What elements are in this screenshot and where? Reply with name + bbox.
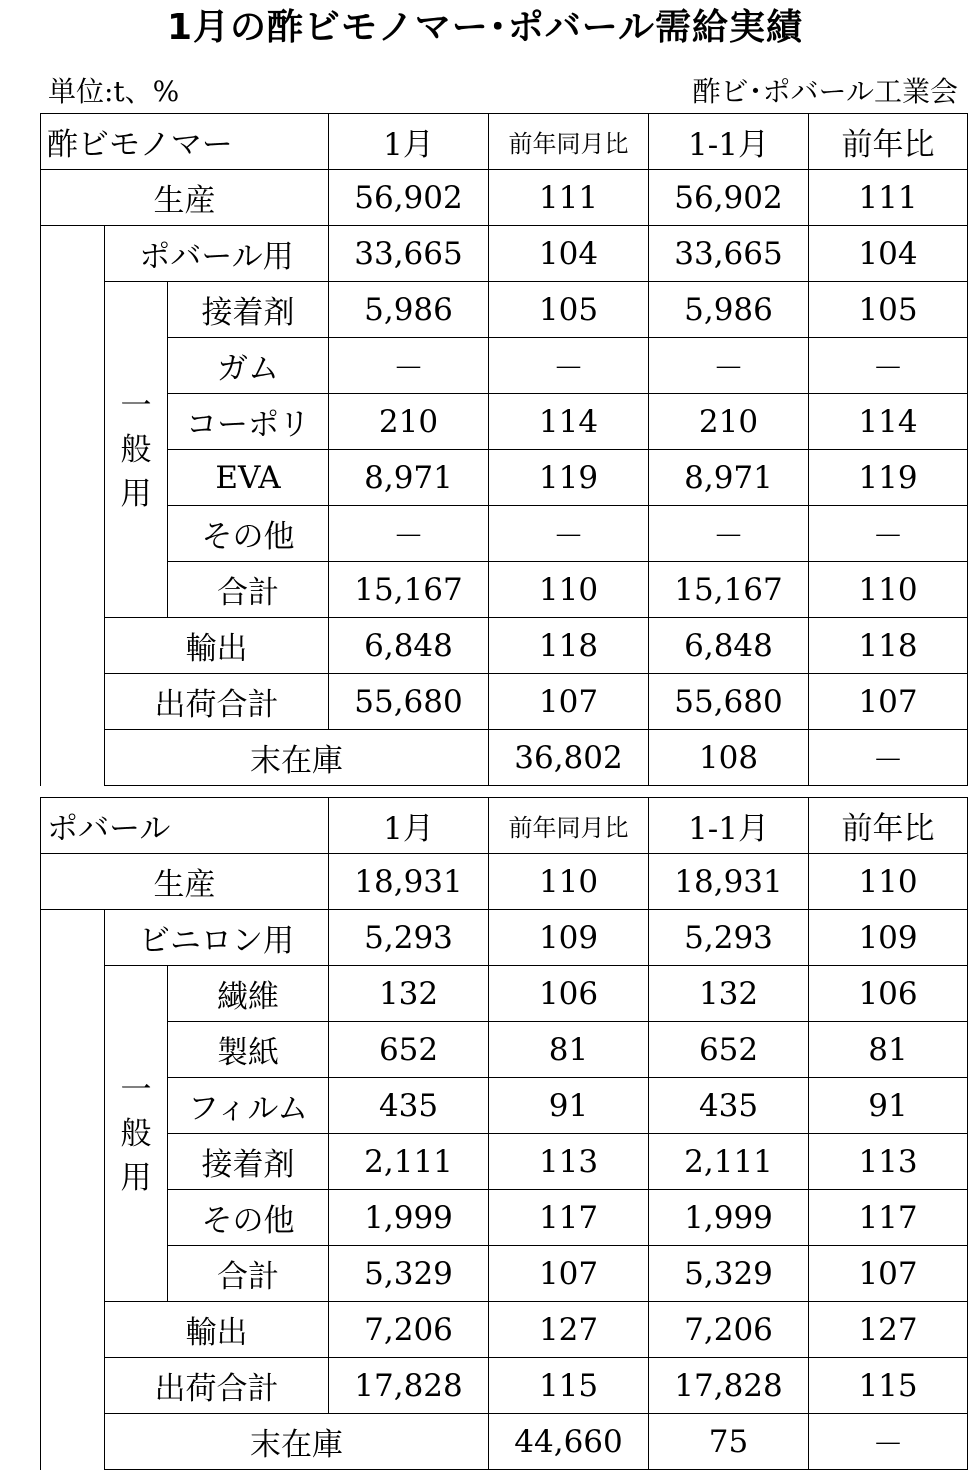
cell-yoy: 104 (809, 226, 968, 282)
cell-yoy: 110 (809, 562, 968, 618)
table-name: ポバール (41, 798, 329, 854)
cell-yoy: 115 (809, 1358, 968, 1414)
cell-month: 55,680 (329, 674, 489, 730)
row-label: 出荷合計 (105, 1358, 329, 1414)
indent-cell (41, 910, 105, 1470)
cell-yoy: 114 (809, 394, 968, 450)
general-use-text: 一 般 用 (120, 1071, 152, 1196)
cell-yoy: 110 (809, 854, 968, 910)
table-header-row (41, 798, 968, 854)
row-label: 合計 (168, 562, 329, 618)
cell-yoy: 109 (809, 910, 968, 966)
table-row (41, 282, 968, 338)
cell-cumulative: 1,999 (649, 1190, 809, 1246)
table-row (41, 730, 968, 786)
table-name: 酢ビモノマー (41, 114, 329, 170)
col-header-yoy: 前年比 (809, 114, 968, 170)
cell-month: 6,848 (329, 618, 489, 674)
cell-yoy-month: 110 (489, 854, 649, 910)
source-label: 酢ビ･ポバール工業会 (692, 75, 958, 108)
cell-cumulative: 5,329 (649, 1246, 809, 1302)
cell-cumulative: 17,828 (649, 1358, 809, 1414)
cell-cumulative: 33,665 (649, 226, 809, 282)
pvoh-table (40, 797, 968, 1470)
table-row (41, 1022, 968, 1078)
cell-yoy: － (809, 338, 968, 394)
row-label: 接着剤 (168, 1134, 329, 1190)
cell-yoy-month: 107 (489, 1246, 649, 1302)
cell-yoy: 111 (809, 170, 968, 226)
cell-cumulative: 435 (649, 1078, 809, 1134)
cell-month: 8,971 (329, 450, 489, 506)
row-label: ポバール用 (105, 226, 329, 282)
table-row (41, 1246, 968, 1302)
cell-cumulative: 2,111 (649, 1134, 809, 1190)
cell-month: － (329, 506, 489, 562)
row-label: ガム (168, 338, 329, 394)
cell-yoy-month: 108 (649, 730, 809, 786)
col-header-month: 1月 (329, 114, 489, 170)
table-row (41, 226, 968, 282)
cell-cumulative: 132 (649, 966, 809, 1022)
cell-yoy-month: 119 (489, 450, 649, 506)
general-use-text: 一 般 用 (120, 387, 152, 512)
cell-yoy: 113 (809, 1134, 968, 1190)
cell-yoy: 117 (809, 1190, 968, 1246)
row-label: 生産 (41, 170, 329, 226)
cell-month: 18,931 (329, 854, 489, 910)
cell-yoy: 105 (809, 282, 968, 338)
page-title: 1月の酢ビモノマー･ポバール需給実績 (167, 7, 803, 48)
cell-yoy-month: 118 (489, 618, 649, 674)
cell-yoy-month: 75 (649, 1414, 809, 1470)
row-label: 末在庫 (105, 730, 489, 786)
cell-cumulative: 5,293 (649, 910, 809, 966)
table-row (41, 1078, 968, 1134)
table-row (41, 338, 968, 394)
cell-yoy-month: 91 (489, 1078, 649, 1134)
row-label: EVA (168, 450, 329, 506)
cell-yoy-month: 117 (489, 1190, 649, 1246)
table-row (41, 966, 968, 1022)
col-header-yoy: 前年比 (809, 798, 968, 854)
table-row (41, 1358, 968, 1414)
cell-month: － (329, 338, 489, 394)
row-label: その他 (168, 1190, 329, 1246)
cell-yoy-month: 110 (489, 562, 649, 618)
cell-yoy: 119 (809, 450, 968, 506)
col-header-cumulative: 1-1月 (649, 798, 809, 854)
cell-yoy-month: 114 (489, 394, 649, 450)
row-label: 出荷合計 (105, 674, 329, 730)
table-row (41, 1190, 968, 1246)
cell-month: 44,660 (489, 1414, 649, 1470)
table-row (41, 674, 968, 730)
cell-month: 5,293 (329, 910, 489, 966)
cell-yoy-month: 106 (489, 966, 649, 1022)
cell-yoy-month: 111 (489, 170, 649, 226)
cell-yoy-month: － (489, 506, 649, 562)
unit-label: 単位:t、% (48, 75, 180, 108)
table-row (41, 910, 968, 966)
row-label: 繊維 (168, 966, 329, 1022)
table-row (41, 450, 968, 506)
cell-month: 36,802 (489, 730, 649, 786)
cell-month: 210 (329, 394, 489, 450)
cell-yoy: 81 (809, 1022, 968, 1078)
general-use-label (105, 282, 168, 618)
table-row (41, 506, 968, 562)
indent-cell (41, 226, 105, 786)
cell-yoy-month: 107 (489, 674, 649, 730)
cell-cumulative: 210 (649, 394, 809, 450)
cell-yoy-month: 104 (489, 226, 649, 282)
cell-month: 5,329 (329, 1246, 489, 1302)
row-label: 接着剤 (168, 282, 329, 338)
row-label: 末在庫 (105, 1414, 489, 1470)
cell-cumulative: － (809, 730, 968, 786)
cell-month: 2,111 (329, 1134, 489, 1190)
cell-month: 132 (329, 966, 489, 1022)
cell-yoy: 107 (809, 1246, 968, 1302)
general-use-label (105, 966, 168, 1302)
cell-cumulative: 652 (649, 1022, 809, 1078)
cell-month: 33,665 (329, 226, 489, 282)
cell-yoy-month: 115 (489, 1358, 649, 1414)
cell-cumulative: 6,848 (649, 618, 809, 674)
row-label: 製紙 (168, 1022, 329, 1078)
cell-month: 652 (329, 1022, 489, 1078)
cell-month: 1,999 (329, 1190, 489, 1246)
vam-table (40, 113, 968, 786)
table-row (41, 170, 968, 226)
cell-yoy-month: 109 (489, 910, 649, 966)
cell-yoy-month: 113 (489, 1134, 649, 1190)
cell-yoy: 118 (809, 618, 968, 674)
row-label: 輸出 (105, 1302, 329, 1358)
cell-cumulative: － (809, 1414, 968, 1470)
cell-cumulative: 56,902 (649, 170, 809, 226)
col-header-cumulative: 1-1月 (649, 114, 809, 170)
row-label: 輸出 (105, 618, 329, 674)
row-label: ビニロン用 (105, 910, 329, 966)
table-row (41, 1414, 968, 1470)
row-label: 合計 (168, 1246, 329, 1302)
cell-cumulative: － (649, 338, 809, 394)
cell-yoy: 127 (809, 1302, 968, 1358)
cell-cumulative: 18,931 (649, 854, 809, 910)
cell-yoy: 91 (809, 1078, 968, 1134)
col-header-yoy-month: 前年同月比 (489, 798, 649, 854)
cell-cumulative: 7,206 (649, 1302, 809, 1358)
table-row (41, 618, 968, 674)
cell-yoy-month: 105 (489, 282, 649, 338)
col-header-yoy-month: 前年同月比 (489, 114, 649, 170)
table-row (41, 1302, 968, 1358)
cell-month: 5,986 (329, 282, 489, 338)
table-row (41, 394, 968, 450)
cell-cumulative: 8,971 (649, 450, 809, 506)
table-header-row (41, 114, 968, 170)
cell-month: 17,828 (329, 1358, 489, 1414)
row-label: コーポリ (168, 394, 329, 450)
row-label: 生産 (41, 854, 329, 910)
cell-month: 56,902 (329, 170, 489, 226)
table-row (41, 854, 968, 910)
row-label: その他 (168, 506, 329, 562)
cell-cumulative: 15,167 (649, 562, 809, 618)
cell-yoy-month: 127 (489, 1302, 649, 1358)
cell-cumulative: 55,680 (649, 674, 809, 730)
cell-cumulative: 5,986 (649, 282, 809, 338)
cell-month: 15,167 (329, 562, 489, 618)
cell-month: 435 (329, 1078, 489, 1134)
cell-cumulative: － (649, 506, 809, 562)
cell-yoy: － (809, 506, 968, 562)
cell-yoy: 107 (809, 674, 968, 730)
cell-yoy: 106 (809, 966, 968, 1022)
cell-yoy-month: 81 (489, 1022, 649, 1078)
col-header-month: 1月 (329, 798, 489, 854)
cell-yoy-month: － (489, 338, 649, 394)
table-row (41, 562, 968, 618)
table-row (41, 1134, 968, 1190)
cell-month: 7,206 (329, 1302, 489, 1358)
row-label: フィルム (168, 1078, 329, 1134)
